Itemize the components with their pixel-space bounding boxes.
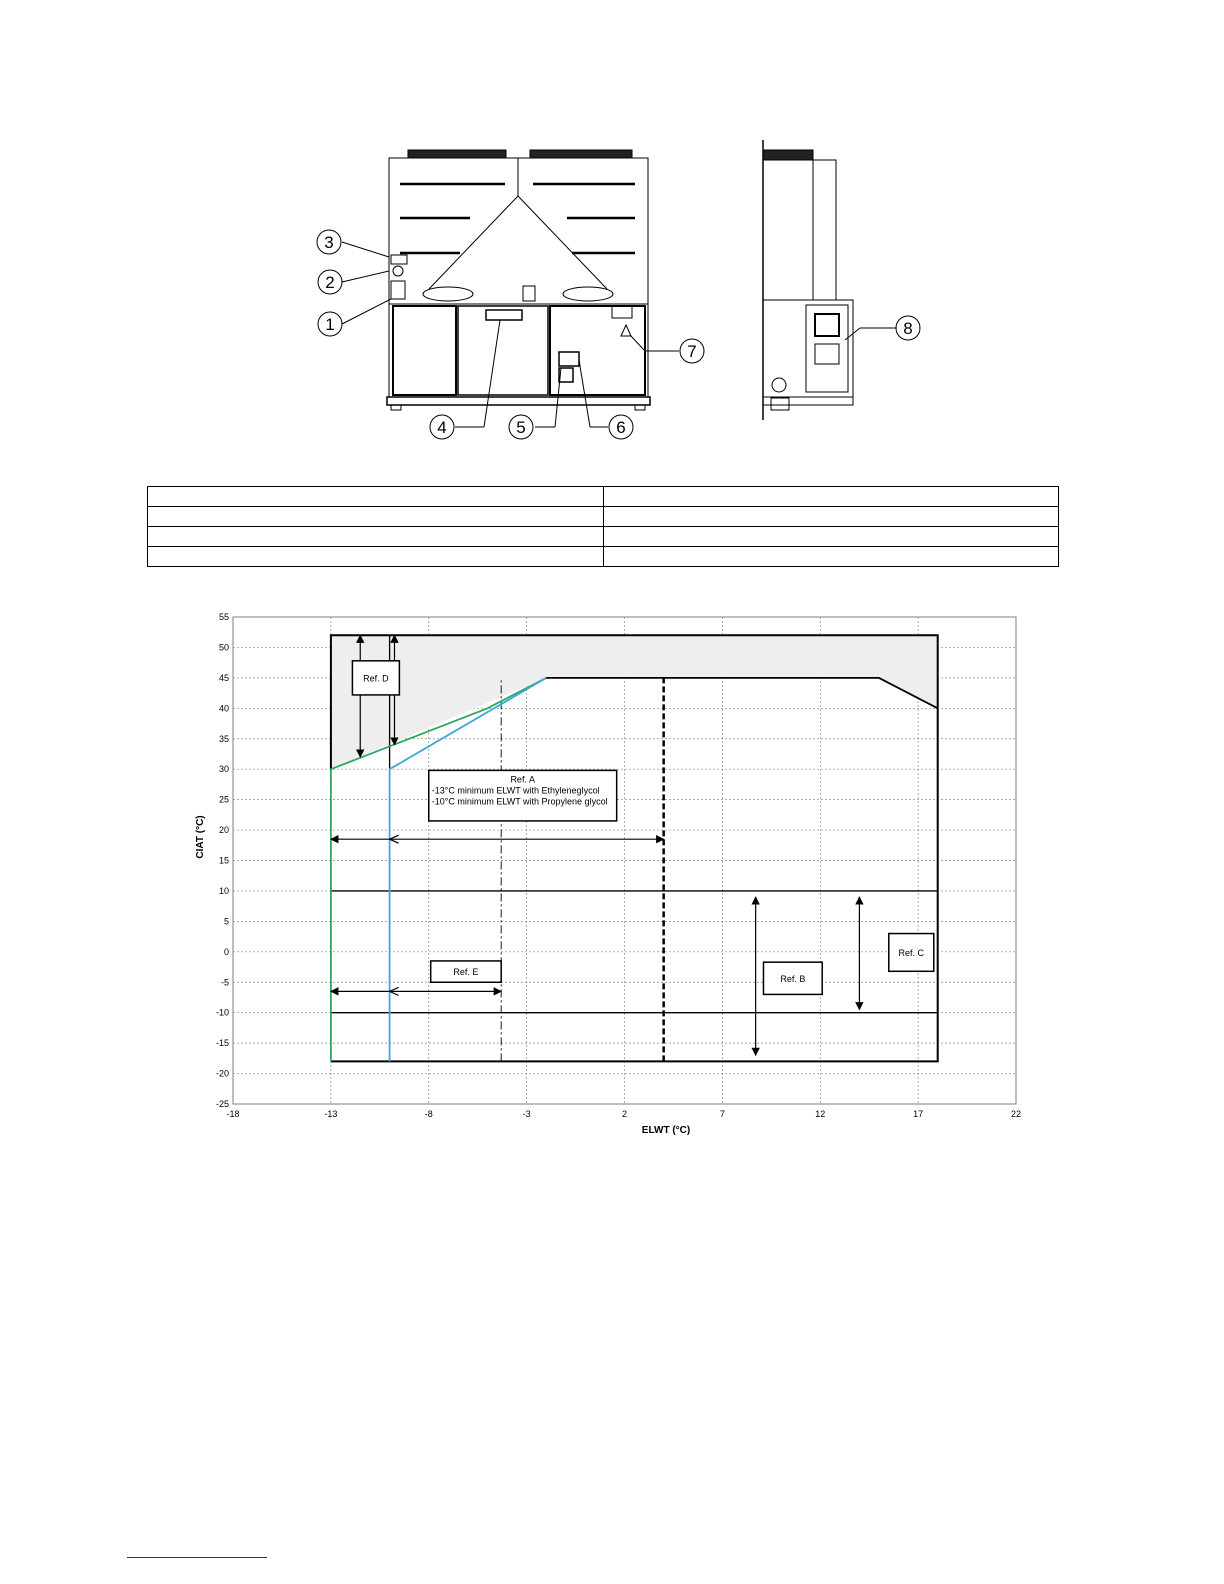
x-axis-label: ELWT (°C) <box>641 1125 691 1136</box>
callout-2 <box>318 270 342 294</box>
shaded-area <box>331 635 938 769</box>
svg-text:5: 5 <box>516 418 526 437</box>
ref-a-label: -10°C minimum ELWT with Propylene glycol <box>431 796 608 807</box>
ref-b-label: Ref. B <box>780 973 806 984</box>
table-cell <box>148 487 604 507</box>
ref-c-label: Ref. C <box>898 947 925 958</box>
svg-text:8: 8 <box>903 319 913 338</box>
x-tick-label: 7 <box>719 1109 725 1119</box>
y-tick-label: -15 <box>215 1038 229 1049</box>
x-tick-label: 17 <box>913 1109 924 1119</box>
callout-4 <box>430 415 454 439</box>
svg-text:1: 1 <box>325 315 335 334</box>
y-tick-label: 50 <box>218 642 229 653</box>
y-tick-label: 5 <box>223 916 229 927</box>
x-tick-label: -8 <box>424 1109 433 1119</box>
x-tick-label: 22 <box>1010 1109 1022 1119</box>
x-tick-label: -3 <box>522 1109 531 1119</box>
info-table <box>147 486 1059 567</box>
svg-text:7: 7 <box>687 342 697 361</box>
svg-text:4: 4 <box>437 418 447 437</box>
y-tick-label: 55 <box>218 612 229 622</box>
electrical-cabinet <box>389 304 648 397</box>
x-tick-label: 2 <box>621 1109 628 1119</box>
callout-1 <box>318 312 342 336</box>
ref-a-label: Ref. A <box>510 774 535 785</box>
table-cell <box>603 507 1059 527</box>
y-tick-label: -20 <box>215 1068 229 1079</box>
y-tick-label: -5 <box>220 977 229 988</box>
series-line <box>546 678 938 708</box>
x-tick-label: 12 <box>815 1109 826 1119</box>
x-tick-label: -18 <box>226 1109 240 1119</box>
y-tick-label: 25 <box>218 794 229 805</box>
unit-drawing <box>0 0 1224 470</box>
series-line <box>390 678 547 1062</box>
table-cell <box>603 487 1059 507</box>
y-tick-label: 0 <box>223 946 229 957</box>
warning-icon <box>621 325 631 336</box>
table-cell <box>148 527 604 547</box>
callout-8 <box>896 316 920 340</box>
svg-text:2: 2 <box>325 273 335 292</box>
y-tick-label: 15 <box>218 855 229 866</box>
table-row <box>148 487 1059 507</box>
footer-link-rule <box>127 1557 267 1558</box>
y-tick-label: 35 <box>218 733 229 744</box>
y-axis-label: CIAT (°C) <box>195 815 206 859</box>
y-tick-label: 20 <box>218 825 229 836</box>
y-tick-label: 45 <box>218 672 229 683</box>
operating-envelope-chart <box>180 600 1040 1145</box>
table-cell <box>148 507 604 527</box>
table-cell <box>603 527 1059 547</box>
y-tick-label: 10 <box>218 885 229 896</box>
svg-text:3: 3 <box>324 233 334 252</box>
ref-e-label: Ref. E <box>453 967 479 978</box>
callout-5 <box>509 415 533 439</box>
x-tick-label: -13 <box>324 1109 338 1119</box>
table-cell <box>603 547 1059 567</box>
callout-7 <box>680 339 704 363</box>
table-cell <box>148 547 604 567</box>
ref-d-label: Ref. D <box>363 673 389 684</box>
callout-6 <box>609 415 633 439</box>
y-tick-label: -10 <box>215 1007 229 1018</box>
series-lines <box>331 678 938 1062</box>
ref-a-label: -13°C minimum ELWT with Ethyleneglycol <box>431 785 600 796</box>
y-tick-label: 40 <box>218 703 229 714</box>
y-tick-label: 30 <box>218 764 229 775</box>
table-row <box>148 507 1059 527</box>
table-row <box>148 527 1059 547</box>
y-tick-label: -25 <box>215 1099 229 1109</box>
svg-text:6: 6 <box>616 418 626 437</box>
table-row <box>148 547 1059 567</box>
shaded-region <box>331 635 938 769</box>
callout-3 <box>317 230 341 254</box>
